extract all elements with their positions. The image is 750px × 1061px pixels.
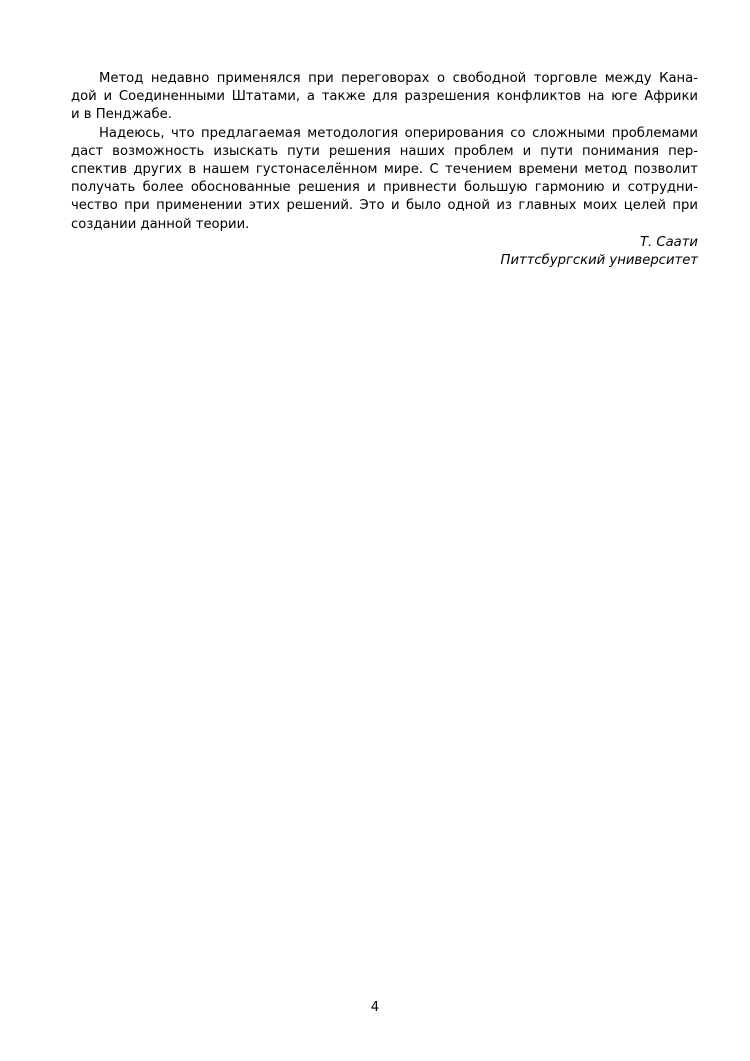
paragraph-line: и в Пенджабе. <box>71 107 172 123</box>
paragraph-1 <box>71 70 698 125</box>
body-text <box>71 70 698 270</box>
paragraph-line: получать более обоснованные решения и привнести большую гармонию и сотрудни- <box>71 180 698 196</box>
paragraph-line: создании данной теории. <box>71 216 250 232</box>
paragraph-line: спектив других в нашем густонаселённом мире. С течением времени метод позволит <box>71 161 698 177</box>
signature-block <box>71 234 698 270</box>
paragraph-line: Надеюсь, что предлагаемая методология оперирования со сложными проблемами <box>99 125 698 141</box>
paragraph-line: Метод недавно применялся при переговорах о свободной торговле между Кана- <box>99 71 698 86</box>
author-affiliation: Питтсбургский университет <box>500 252 698 268</box>
author-name: Т. Саати <box>639 234 698 250</box>
paragraph-line: чество при применении этих решений. Это и было одной из главных моих целей при <box>71 198 698 214</box>
paragraph-2 <box>71 125 698 234</box>
page-number: 4 <box>370 1000 380 1015</box>
paragraph-line: дой и Соединенными Штатами, а также для разрешения конфликтов на юге Африки <box>71 89 698 105</box>
paragraph-line: даст возможность изыскать пути решения наших проблем и пути понимания пер- <box>71 143 698 159</box>
